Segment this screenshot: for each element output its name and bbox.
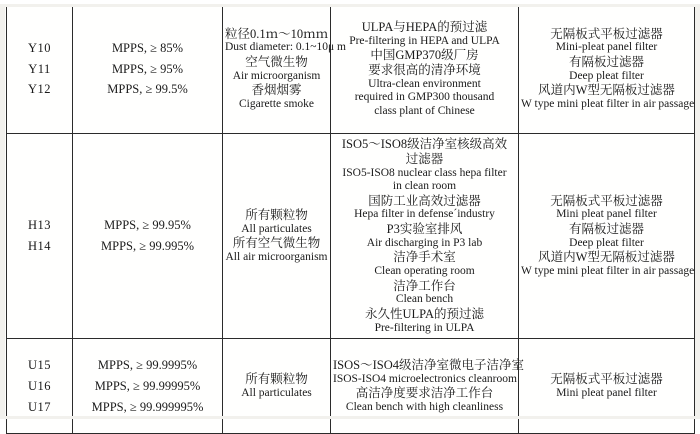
application-line: in clean room xyxy=(392,180,457,193)
efficiency-value: MPPS, ≥ 99.99995% xyxy=(94,378,201,393)
particles-line: 香烟烟雾 xyxy=(251,83,302,98)
filter-type-line: 无隔板式平板过滤器 xyxy=(550,372,663,387)
filter-type-line: 风道内W型无隔板过滤器 xyxy=(538,250,675,265)
application-line: Air discharging in P3 lab xyxy=(366,236,483,249)
efficiency-value: MPPS, ≥ 99.9995% xyxy=(97,358,198,373)
model-cell xyxy=(7,339,73,434)
model-cell xyxy=(7,134,73,339)
efficiency-value: MPPS, ≥ 95% xyxy=(111,61,184,76)
efficiency-value: MPPS, ≥ 99.999995% xyxy=(91,399,204,414)
particles-cell xyxy=(223,134,331,339)
page-edge-bottom xyxy=(0,416,700,419)
particles-line: All particulates xyxy=(241,222,312,235)
application-line: 国防工业高效过滤器 xyxy=(368,193,481,208)
application-line: 洁净工作台 xyxy=(393,278,456,293)
application-line: 高洁净度要求洁净工作台 xyxy=(355,386,494,401)
filter-spec-table xyxy=(6,4,695,434)
filter-type-line: 无隔板式平板过滤器 xyxy=(550,193,663,208)
application-line: ULPA与HEPA的预过滤 xyxy=(361,19,488,34)
application-line: 要求很高的清净环境 xyxy=(368,62,481,77)
filter-type-cell xyxy=(519,339,695,434)
efficiency-cell xyxy=(73,339,223,434)
application-line: ISO5～ISO8级洁净室核级高效 xyxy=(341,137,508,151)
table-row xyxy=(7,5,695,134)
filter-type-line: Mini pleat panel filter xyxy=(556,386,657,399)
application-cell xyxy=(331,134,519,339)
particles-line: 所有颗粒物 xyxy=(245,372,308,387)
page-edge-right xyxy=(695,4,700,419)
efficiency-cell xyxy=(73,134,223,339)
filter-type-line: 风道内W型无隔板过滤器 xyxy=(538,83,675,98)
application-line: Hepa filter in defense´industry xyxy=(354,208,495,221)
model-value: U15 xyxy=(27,358,52,373)
filter-type-line: 无隔板式平板过滤器 xyxy=(550,26,663,41)
model-value: Y12 xyxy=(27,82,52,97)
particles-line: 所有颗粒物 xyxy=(245,207,308,222)
application-line: Pre-filtering in ULPA xyxy=(374,321,475,334)
application-line: 过滤器 xyxy=(405,151,444,166)
particles-cell xyxy=(223,5,346,134)
particles-line: 所有空气微生物 xyxy=(232,236,321,251)
efficiency-cell xyxy=(73,5,223,134)
efficiency-value: MPPS, ≥ 99.995% xyxy=(101,239,194,254)
particles-cell xyxy=(223,339,331,434)
model-cell xyxy=(7,5,73,134)
particles-line: All air microorganism xyxy=(225,250,328,263)
application-cell xyxy=(331,5,519,134)
application-line: Clean operating room xyxy=(374,265,475,277)
model-value: H14 xyxy=(27,239,52,254)
filter-type-line: Mini-pleat panel filter xyxy=(555,41,658,54)
filter-type-line: W type mini pleat filter in air passage xyxy=(521,97,695,110)
filter-type-line: Deep pleat filter xyxy=(569,69,644,82)
application-line: P3实验室排风 xyxy=(386,221,463,236)
application-line: class plant of Chinese xyxy=(374,104,475,117)
particles-line: 空气微生物 xyxy=(245,54,308,69)
model-value: Y11 xyxy=(28,61,51,76)
application-line: ISOS-ISO4 microelectronics cleanroom xyxy=(333,372,517,385)
particles-line: Air microorganism xyxy=(232,69,321,82)
particles-line: 粒径0.1ｍ～10ｍｍ xyxy=(225,26,329,41)
application-cell xyxy=(331,339,524,434)
efficiency-value: MPPS, ≥ 85% xyxy=(111,40,184,55)
application-line: 永久性ULPA的预过滤 xyxy=(365,306,484,321)
efficiency-value: MPPS, ≥ 99.95% xyxy=(104,218,191,233)
application-line: required in GMP300 thousand xyxy=(354,91,495,104)
application-line: 洁净手术室 xyxy=(393,250,456,265)
filter-type-line: 有隔板过滤器 xyxy=(568,221,644,236)
filter-type-line: W type mini pleat filter in air passage xyxy=(521,265,695,277)
filter-type-cell xyxy=(519,5,695,134)
application-line: Clean bench with high cleanliness xyxy=(345,400,504,413)
document-page xyxy=(0,4,700,419)
table-row xyxy=(7,134,695,339)
filter-type-line: Mini pleat panel filter xyxy=(556,208,657,221)
application-line: Pre-filtering in HEPA and ULPA xyxy=(349,34,500,47)
particles-line: Cigarette smoke xyxy=(238,97,315,110)
particles-line: Dust diameter: 0.1~10μ m xyxy=(225,41,346,54)
page-edge-left xyxy=(0,4,5,419)
filter-type-line: Deep pleat filter xyxy=(569,236,644,249)
page-edge-top xyxy=(0,4,700,7)
table-row xyxy=(7,339,695,434)
application-line: ISOS～ISO4级洁净室微电子洁净室 xyxy=(333,357,524,372)
filter-type-cell xyxy=(519,134,695,339)
model-value: U17 xyxy=(27,399,52,414)
efficiency-value: MPPS, ≥ 99.5% xyxy=(107,82,188,97)
filter-type-line: 有隔板过滤器 xyxy=(568,54,644,69)
model-value: Y10 xyxy=(27,40,52,55)
model-value: U16 xyxy=(27,378,52,393)
application-line: 中国GMP370级厂房 xyxy=(370,48,479,63)
application-line: ISO5-ISO8 nuclear class hepa filter xyxy=(342,166,507,179)
application-line: Ultra-clean environment xyxy=(368,77,481,90)
model-value: H13 xyxy=(27,218,52,233)
particles-line: All particulates xyxy=(241,386,312,399)
application-line: Clean bench xyxy=(395,293,454,306)
